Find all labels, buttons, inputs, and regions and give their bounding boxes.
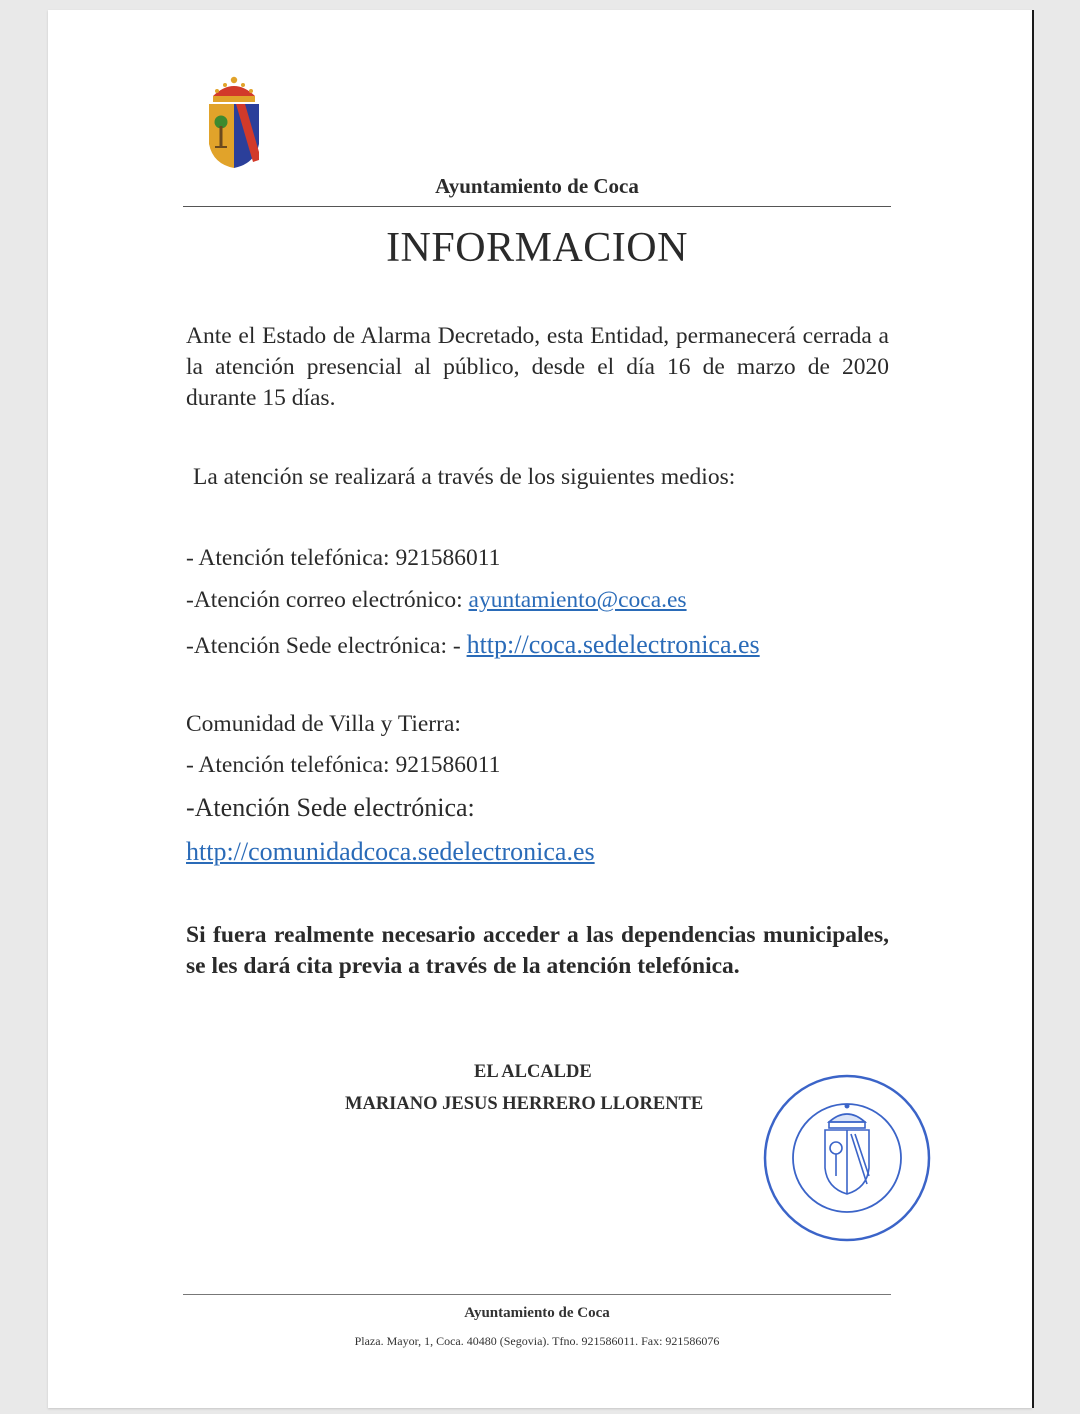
comunidad-sede-line bbox=[186, 837, 595, 867]
footer-address: Plaza. Mayor, 1, Coca. 40480 (Segovia). Tfno. 921586011. Fax: 921586076 bbox=[354, 1334, 720, 1348]
signature-name: MARIANO JESUS HERRERO LLORENTE bbox=[345, 1094, 704, 1114]
footer-divider bbox=[183, 1294, 891, 1295]
email-link[interactable]: ayuntamiento@coca.es bbox=[468, 587, 687, 613]
means-intro: La atención se realizará a través de los siguientes medios: bbox=[193, 464, 736, 490]
phone-line: - Atención telefónica: 921586011 bbox=[186, 545, 501, 571]
comunidad-heading: Comunidad de Villa y Tierra: bbox=[186, 711, 461, 737]
email-label: -Atención correo electrónico: bbox=[186, 587, 469, 613]
closure-paragraph: Ante el Estado de Alarma Decretado, esta Entidad, permanecerá cerrada a la atención presencial al público, desde el día 16 de marzo de 2020 durante 15 días. bbox=[186, 323, 889, 411]
comunidad-sede-label: -Atención Sede electrónica: bbox=[186, 793, 475, 822]
document-page bbox=[48, 10, 1032, 1408]
sede-label: -Atención Sede electrónica: - bbox=[186, 633, 467, 659]
comunidad-sede-link[interactable]: http://comunidadcoca.sedelectronica.es bbox=[186, 837, 595, 866]
footer-organization: Ayuntamiento de Coca bbox=[464, 1305, 610, 1321]
comunidad-phone-line: - Atención telefónica: 921586011 bbox=[186, 752, 501, 778]
signature-role: EL ALCALDE bbox=[474, 1062, 592, 1082]
header-organization: Ayuntamiento de Coca bbox=[435, 174, 639, 198]
coat-of-arms-icon bbox=[203, 72, 265, 172]
official-stamp-icon bbox=[759, 1072, 935, 1244]
sede-line bbox=[186, 630, 760, 660]
email-line bbox=[186, 587, 687, 614]
sede-link[interactable]: http://coca.sedelectronica.es bbox=[466, 630, 760, 659]
appointment-notice: Si fuera realmente necesario acceder a las dependencias municipales, se les dará cita previa a través de la atención telefónica. bbox=[186, 922, 889, 979]
header-divider bbox=[183, 206, 891, 207]
document-title: INFORMACION bbox=[386, 225, 688, 271]
